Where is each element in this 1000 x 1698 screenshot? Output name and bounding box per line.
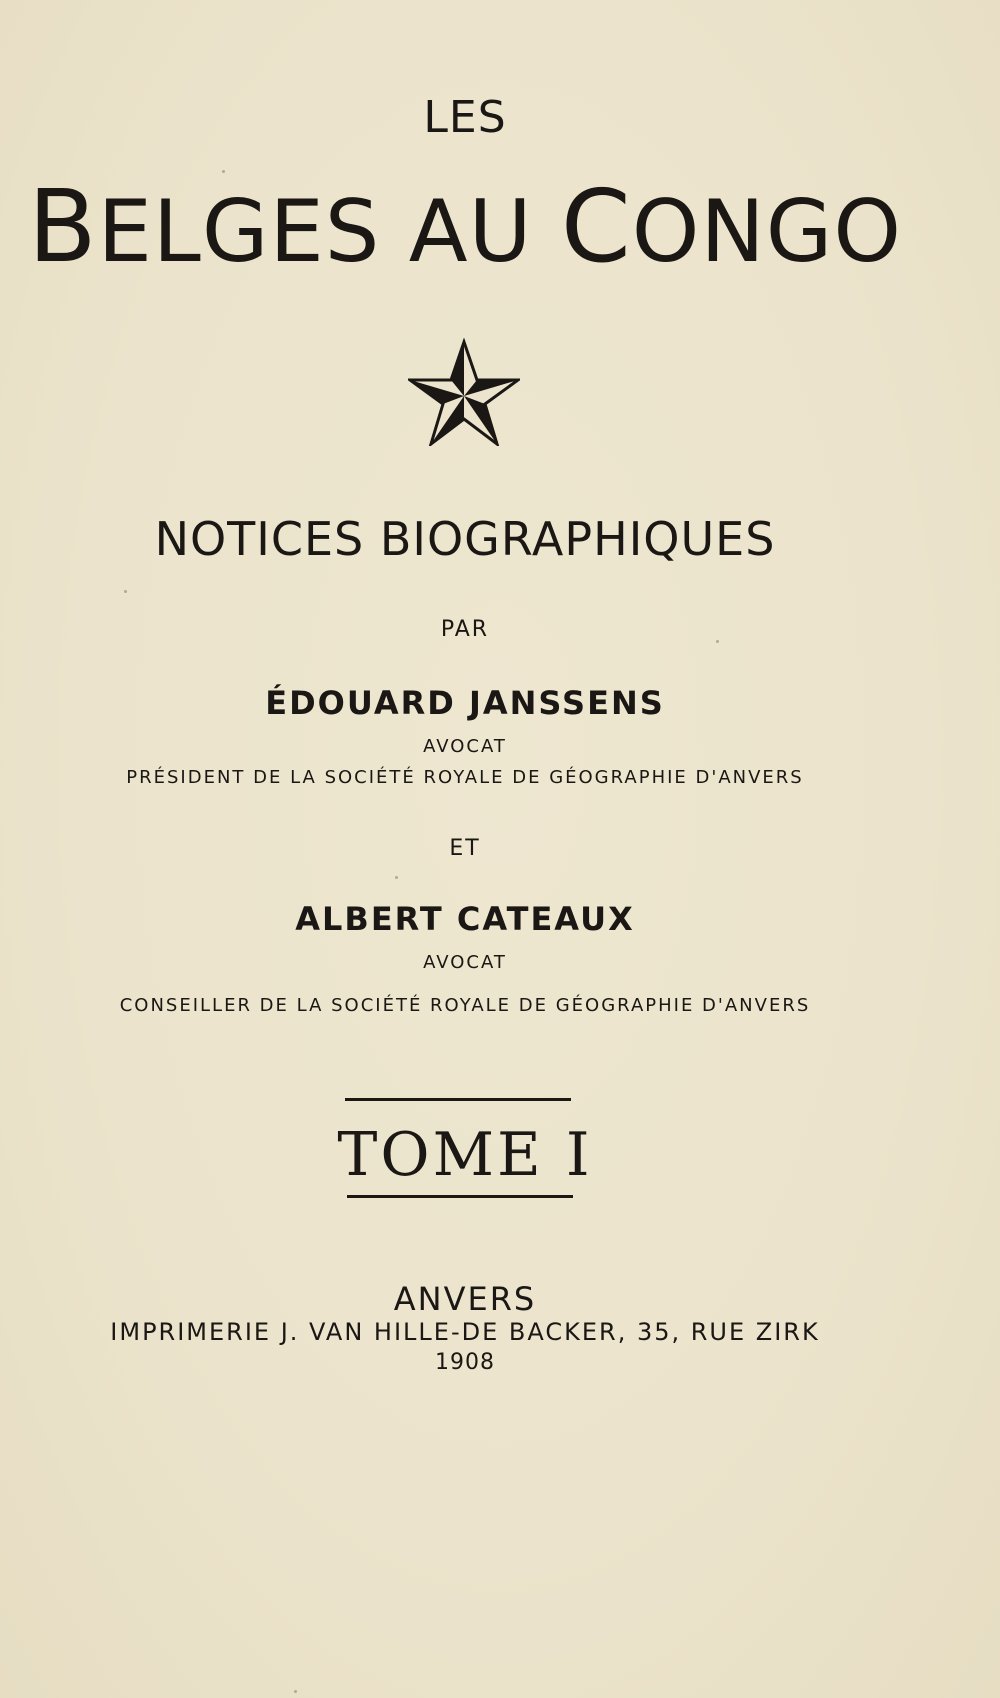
imprint-city: ANVERS xyxy=(393,1280,537,1318)
subtitle: NOTICES BIOGRAPHIQUES xyxy=(154,512,776,566)
volume-label: TOME I xyxy=(337,1120,593,1190)
and-label: ET xyxy=(449,836,481,861)
main-title xyxy=(0,168,965,285)
title-article: LES xyxy=(423,92,507,143)
imprint-year: 1908 xyxy=(435,1350,495,1375)
title-word3-initial: C xyxy=(560,168,632,285)
by-label: PAR xyxy=(440,617,490,642)
paper-speck xyxy=(222,170,225,173)
title-word2: AU xyxy=(408,182,533,282)
paper-speck xyxy=(294,1690,297,1693)
title-word1-initial: B xyxy=(27,168,98,285)
title-word1-rest: ELGES xyxy=(97,182,381,282)
author2-role: CONSEILLER DE LA SOCIÉTÉ ROYALE DE GÉOGRAPHIE D'ANVERS xyxy=(119,995,811,1016)
author1-name: ÉDOUARD JANSSENS xyxy=(265,684,665,722)
volume-rule-top xyxy=(345,1098,571,1101)
title-word3-rest: ONGO xyxy=(631,182,903,282)
imprint-printer: IMPRIMERIE J. VAN HILLE-DE BACKER, 35, RUE ZIRK xyxy=(110,1318,820,1346)
paper-speck xyxy=(395,876,398,879)
paper-speck xyxy=(124,590,127,593)
star-icon xyxy=(408,338,520,446)
volume-rule-bottom xyxy=(347,1195,573,1198)
author2-name: ALBERT CATEAUX xyxy=(295,900,635,938)
paper-speck xyxy=(716,640,719,643)
author2-profession: AVOCAT xyxy=(423,952,507,973)
author1-profession: AVOCAT xyxy=(423,736,507,757)
author1-role: PRÉSIDENT DE LA SOCIÉTÉ ROYALE DE GÉOGRAPHIE D'ANVERS xyxy=(126,767,804,788)
